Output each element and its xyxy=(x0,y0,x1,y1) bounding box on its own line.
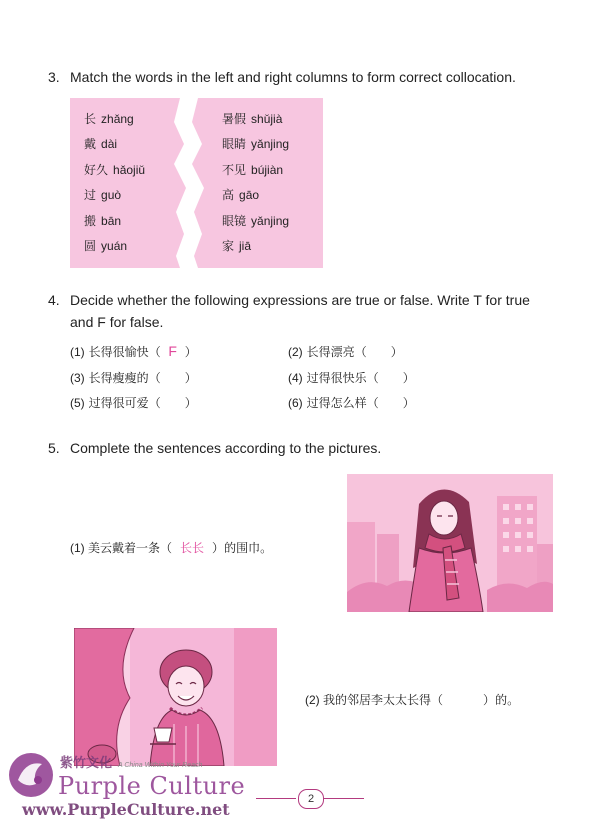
right-item[interactable]: 眼镜 yǎnjing xyxy=(222,213,290,228)
left-item[interactable]: 好久 hǎojiǔ xyxy=(84,162,146,177)
right-item[interactable]: 家 jiā xyxy=(222,238,252,253)
left-item[interactable]: 长 zhǎng xyxy=(84,112,134,126)
ex3-instruction: 3. Match the words in the left and right columns to form correct collocation. xyxy=(48,69,516,85)
watermark-chinese-name: 紫竹文化 xyxy=(60,756,113,771)
right-item[interactable]: 高 gāo xyxy=(222,188,260,203)
left-item[interactable]: 圆 yuán xyxy=(84,238,128,253)
left-item[interactable]: 搬 bān xyxy=(84,213,122,228)
sentence-1: (1) 美云戴着一条（ 长长 ）的围巾。 xyxy=(70,541,273,555)
tf-item-6: (6) 过得怎么样（ ） xyxy=(288,396,415,410)
watermark-url[interactable]: www.PurpleCulture.net xyxy=(22,800,230,819)
picture-girl-scarf xyxy=(347,474,553,612)
matching-box xyxy=(70,98,323,268)
right-item[interactable]: 暑假 shǔjià xyxy=(222,112,283,126)
right-item[interactable]: 眼睛 yǎnjing xyxy=(222,137,290,152)
sentence-2: (2) 我的邻居李太太长得（ ）的。 xyxy=(305,693,520,707)
tf-answer-1[interactable]: F xyxy=(168,343,177,359)
tf-item-4: (4) 过得很快乐（ ） xyxy=(288,371,415,385)
tf-item-1: (1) 长得很愉快（ F ） xyxy=(70,343,197,359)
page-number: 2 xyxy=(298,789,324,809)
ex4-instruction: 4. Decide whether the following expressions are true or false. Write T for true and F for false. xyxy=(48,292,530,330)
watermark-tagline: A China Within Your Reach xyxy=(118,762,203,769)
right-column xyxy=(222,108,289,260)
tf-item-2: (2) 长得漂亮（ ） xyxy=(288,345,403,359)
left-column xyxy=(84,108,145,260)
left-item[interactable]: 戴 dài xyxy=(84,137,118,152)
ex5-instruction: 5. Complete the sentences according to the pictures. xyxy=(48,440,382,456)
page-number-line-left xyxy=(256,798,296,799)
tf-item-5: (5) 过得很可爱（ ） xyxy=(70,396,197,410)
watermark-brand-name: Purple Culture xyxy=(58,772,246,800)
picture-lady-tea xyxy=(74,628,277,766)
right-item[interactable]: 不见 bújiàn xyxy=(222,162,284,177)
purple-culture-logo-icon xyxy=(6,750,56,800)
tf-item-3: (3) 长得瘦瘦的（ ） xyxy=(70,371,197,385)
left-item[interactable]: 过 guò xyxy=(84,188,122,203)
sentence-1-answer[interactable]: 长长 xyxy=(180,541,205,555)
page-number-line-right xyxy=(324,798,364,799)
